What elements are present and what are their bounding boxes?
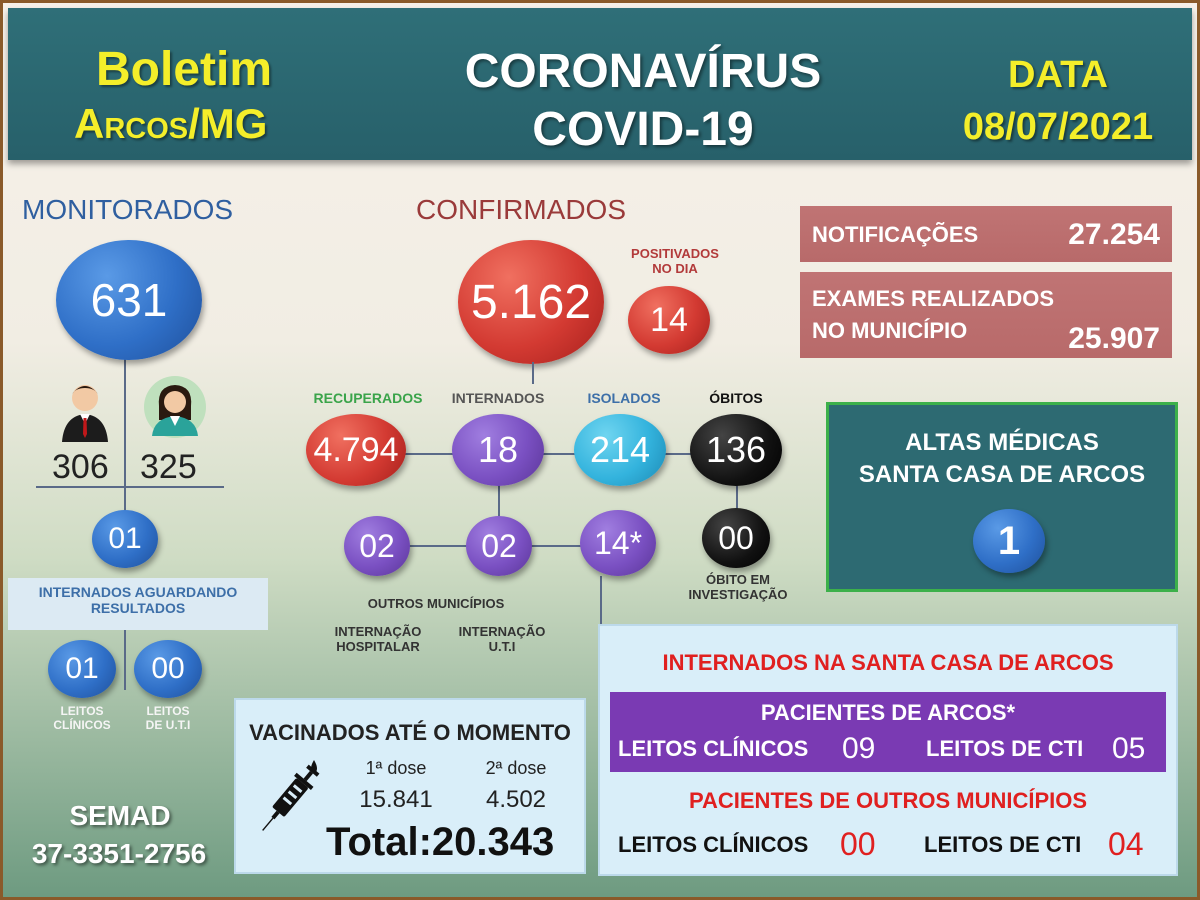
internacao-uti-label [440, 624, 564, 654]
obito-investigacao-label-2: INVESTIGAÇÃO [688, 587, 788, 602]
exames-label-2: NO MUNICÍPIO [812, 318, 968, 343]
altas-label-2: SANTA CASA DE ARCOS [858, 461, 1146, 488]
notificacoes-label: NOTIFICAÇÕES [812, 222, 979, 247]
outros-clinicos-label: LEITOS CLÍNICOS [618, 832, 809, 857]
outros-clinicos-value: 00 [840, 826, 876, 862]
arcos-cti-value: 05 [1112, 732, 1146, 765]
internados-aguardando-circle: 01 [92, 510, 158, 568]
santa-casa-panel [598, 624, 1178, 876]
positivados-label [610, 246, 740, 276]
internados-aguardando-box [8, 578, 268, 630]
leitos-uti-circle: 00 [134, 640, 202, 698]
semad-label: SEMAD [69, 800, 171, 831]
internacao-uti-label-1: INTERNAÇÃO [458, 624, 546, 639]
internados-aguardando-label-2: RESULTADOS [90, 600, 186, 616]
syringe-icon [254, 756, 324, 842]
positivados-label-2: NO DIA [652, 261, 698, 276]
leitos-clinicos-label-1: LEITOS [60, 704, 104, 718]
positivados-circle: 14 [628, 286, 710, 354]
altas-panel [826, 402, 1178, 592]
vacinados-total [326, 820, 554, 865]
notificacoes-panel [800, 206, 1172, 262]
male-count: 306 [52, 448, 109, 486]
exames-label-1: EXAMES REALIZADOS [812, 286, 1055, 311]
header-banner [8, 8, 1192, 160]
santa-casa-title: INTERNADOS NA SANTA CASA DE ARCOS [662, 650, 1114, 675]
leitos-clinicos-circle: 01 [48, 640, 116, 698]
leitos-uti-label [120, 704, 216, 732]
leitos-uti-label-1: LEITOS [146, 704, 190, 718]
vacinados-total-label: Total: [326, 820, 432, 864]
internacao-hospitalar-label-2: HOSPITALAR [336, 639, 420, 654]
boletim-title: Boletim [96, 43, 273, 96]
data-label: DATA [1008, 54, 1108, 96]
dose2-label: 2ª dose [485, 758, 547, 778]
dose1-label: 1ª dose [365, 758, 427, 778]
dose2-value: 4.502 [485, 786, 547, 813]
notificacoes-value: 27.254 [1068, 218, 1160, 251]
date-value: 08/07/2021 [962, 106, 1154, 148]
female-count: 325 [140, 448, 197, 486]
arcos-panel [610, 692, 1166, 772]
arcos-cti-label: LEITOS DE CTI [926, 736, 1084, 761]
isolados-circle: 214 [574, 414, 666, 486]
leitos-clinicos-label-2: CLÍNICOS [53, 718, 111, 732]
altas-label-1: ALTAS MÉDICAS [905, 429, 1099, 456]
leitos-uti-label-2: DE U.T.I [145, 718, 191, 732]
male-person-icon [58, 380, 112, 444]
positivados-label-1: POSITIVADOS [631, 246, 719, 261]
semad-phone: 37-3351-2756 [31, 838, 207, 869]
obitos-label: ÓBITOS [709, 390, 763, 406]
leitos-clinicos-label [34, 704, 130, 732]
arcos-clinicos-label: LEITOS CLÍNICOS [618, 736, 809, 761]
confirmados-circle: 5.162 [458, 240, 604, 364]
recuperados-label: RECUPERADOS [313, 390, 423, 406]
internacao-uti-circle: 14* [580, 510, 656, 576]
title-line2: COVID-19 [532, 103, 754, 156]
arcos-clinicos-value: 09 [842, 732, 876, 765]
exames-panel [800, 272, 1172, 358]
local-title: Arcos/MG [74, 100, 268, 147]
obitos-circle: 136 [690, 414, 782, 486]
female-person-icon [144, 376, 206, 438]
outros-municipios-circle: 02 [344, 516, 410, 576]
confirmados-label: CONFIRMADOS [416, 194, 626, 225]
monitorados-label: MONITORADOS [22, 194, 234, 225]
dose1-value: 15.841 [359, 786, 433, 813]
outros-cti-value: 04 [1108, 826, 1144, 862]
isolados-label: ISOLADOS [587, 390, 661, 406]
internacao-hospitalar-label [316, 624, 440, 654]
internacao-hospitalar-circle: 02 [466, 516, 532, 576]
internados-circle: 18 [452, 414, 544, 486]
vacinados-total-value: 20.343 [431, 820, 555, 864]
recuperados-circle: 4.794 [306, 414, 406, 486]
vacinados-panel [234, 698, 586, 874]
obito-investigacao-label [670, 572, 806, 602]
outros-municipios-label: OUTROS MUNICÍPIOS [367, 596, 505, 611]
obito-investigacao-label-1: ÓBITO EM [705, 572, 771, 587]
arcos-title: PACIENTES DE ARCOS* [760, 700, 1016, 725]
altas-circle: 1 [973, 509, 1045, 573]
confirmados-vline [532, 362, 534, 384]
internados-aguardando-label-1: INTERNADOS AGUARDANDO [38, 584, 238, 600]
internados-label: INTERNADOS [451, 390, 545, 406]
outros-cti-label: LEITOS DE CTI [924, 832, 1082, 857]
title-line1: CORONAVÍRUS [464, 45, 822, 98]
internacao-uti-label-2: U.T.I [488, 639, 516, 654]
internacao-hospitalar-label-1: INTERNAÇÃO [334, 624, 422, 639]
exames-value: 25.907 [1068, 322, 1160, 355]
obito-investigacao-circle: 00 [702, 508, 770, 568]
vacinados-title: VACINADOS ATÉ O MOMENTO [249, 720, 571, 745]
outros-title: PACIENTES DE OUTROS MUNICÍPIOS [688, 788, 1088, 813]
monitorados-circle: 631 [56, 240, 202, 360]
